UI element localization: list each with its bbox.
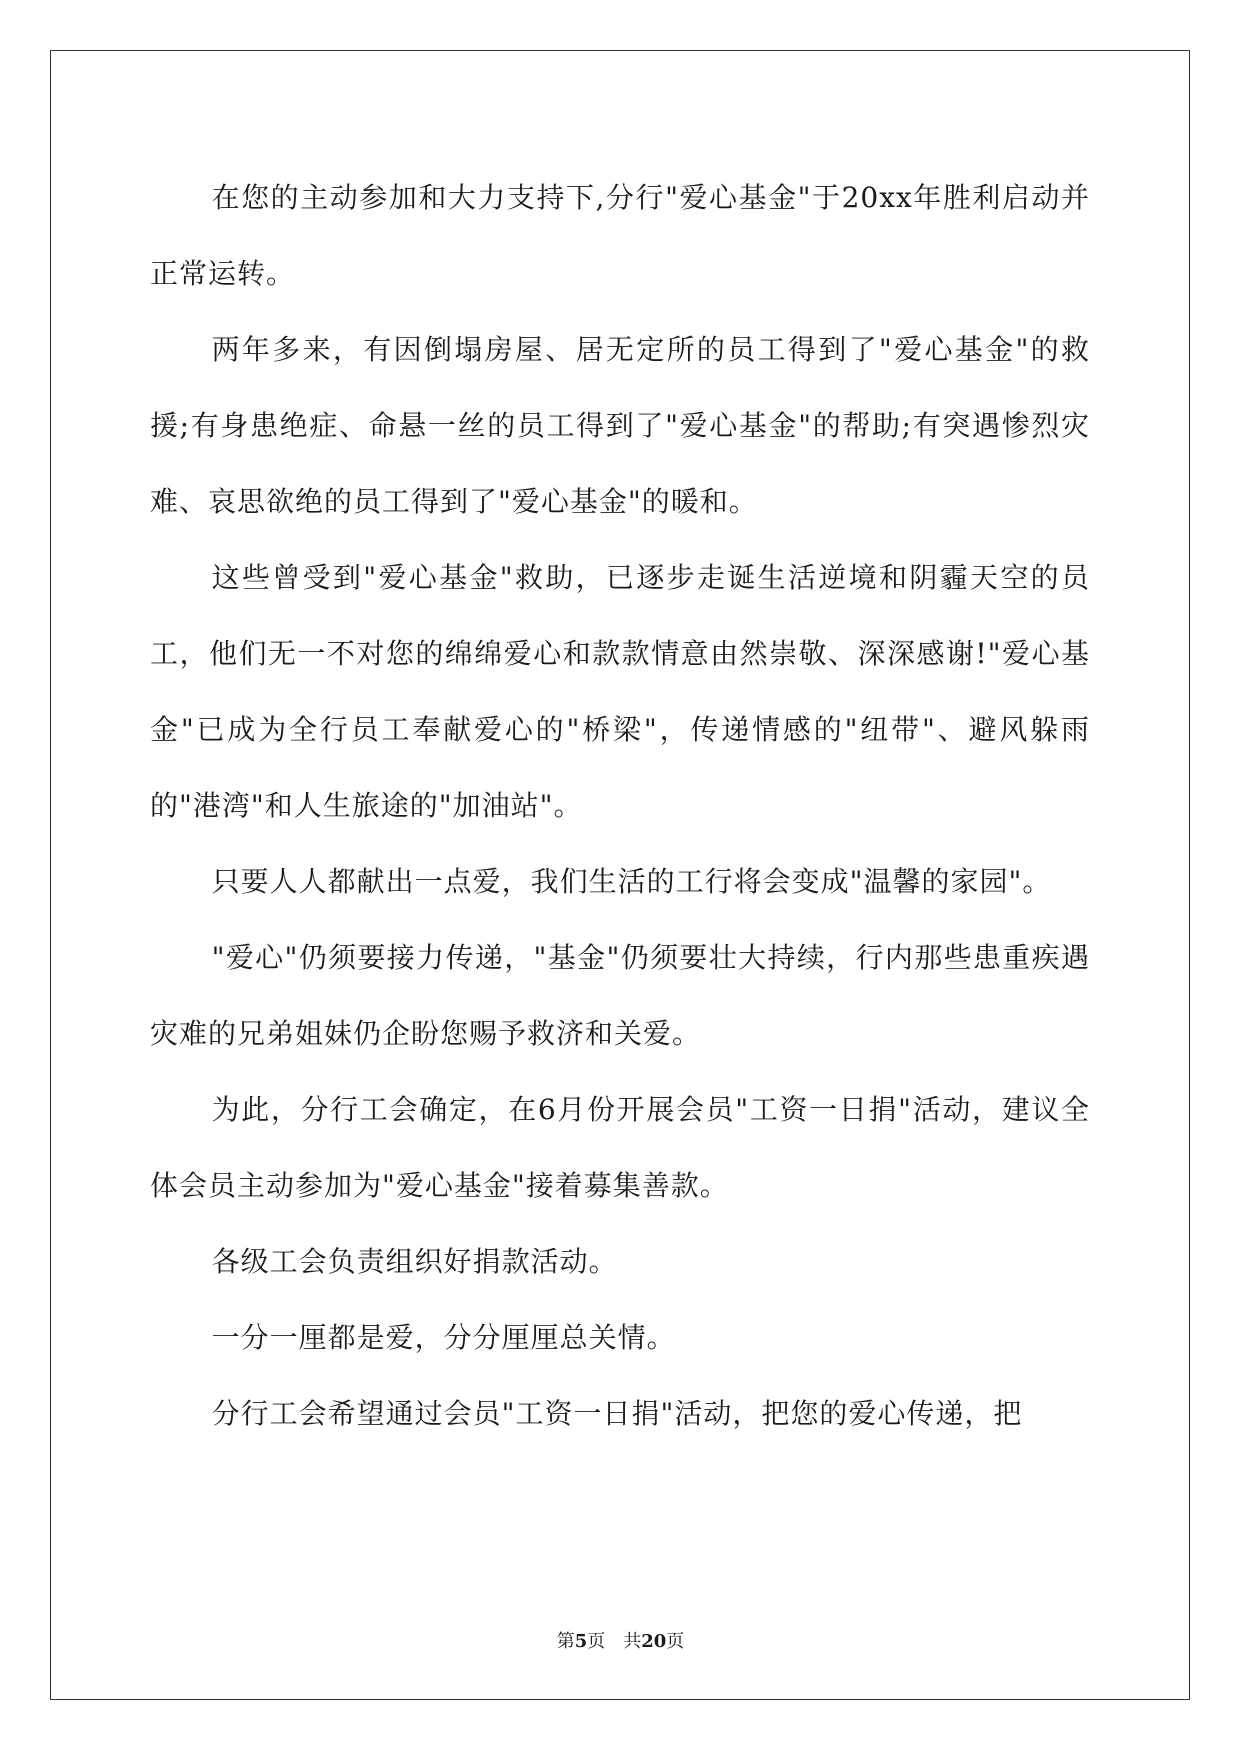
paragraph: 为此，分行工会确定，在6月份开展会员"工资一日捐"活动，建议全体会员主动参加为"爱心基金"接着募集善款。 (150, 1093, 1090, 1202)
paragraph: 这些曾受到"爱心基金"救助，已逐步走诞生活逆境和阴霾天空的员工，他们无一不对您的绵绵爱心和款款情意由然崇敬、深深感谢!"爱心基金"已成为全行员工奉献爱心的"桥梁"，传递情感的"纽带"、避风躲雨的"港湾"和人生旅途的"加油站"。 (150, 561, 1090, 822)
document-body (150, 160, 1090, 1452)
paragraph: 各级工会负责组织好捐款活动。 (211, 1245, 618, 1278)
paragraph: 分行工会希望通过会员"工资一日捐"活动，把您的爱心传递，把 (211, 1397, 1023, 1430)
paragraph: 在您的主动参加和大力支持下,分行"爱心基金"于20xx年胜利启动并正常运转。 (150, 181, 1090, 290)
paragraph: 两年多来，有因倒塌房屋、居无定所的员工得到了"爱心基金"的救援;有身患绝症、命悬一丝的员工得到了"爱心基金"的帮助;有突遇惨烈灾难、哀思欲绝的员工得到了"爱心基金"的暖和。 (150, 333, 1090, 518)
paragraph: 只要人人都献出一点爱，我们生活的工行将会变成"温馨的家园"。 (211, 865, 1052, 898)
total-pages: 20 (641, 1631, 667, 1652)
page-number: 5 (574, 1631, 588, 1652)
total-label-suffix: 页 (666, 1631, 685, 1652)
page-footer (0, 1627, 1241, 1653)
paragraph: 一分一厘都是爱，分分厘厘总关情。 (211, 1321, 676, 1354)
paragraph: "爱心"仍须要接力传递，"基金"仍须要壮大持续，行内那些患重疾遇灾难的兄弟姐妹仍企盼您赐予救济和关爱。 (150, 941, 1090, 1050)
total-label-prefix: 共 (623, 1631, 642, 1652)
page-label-prefix: 第 (556, 1631, 575, 1652)
page-label-suffix: 页 (587, 1631, 606, 1652)
